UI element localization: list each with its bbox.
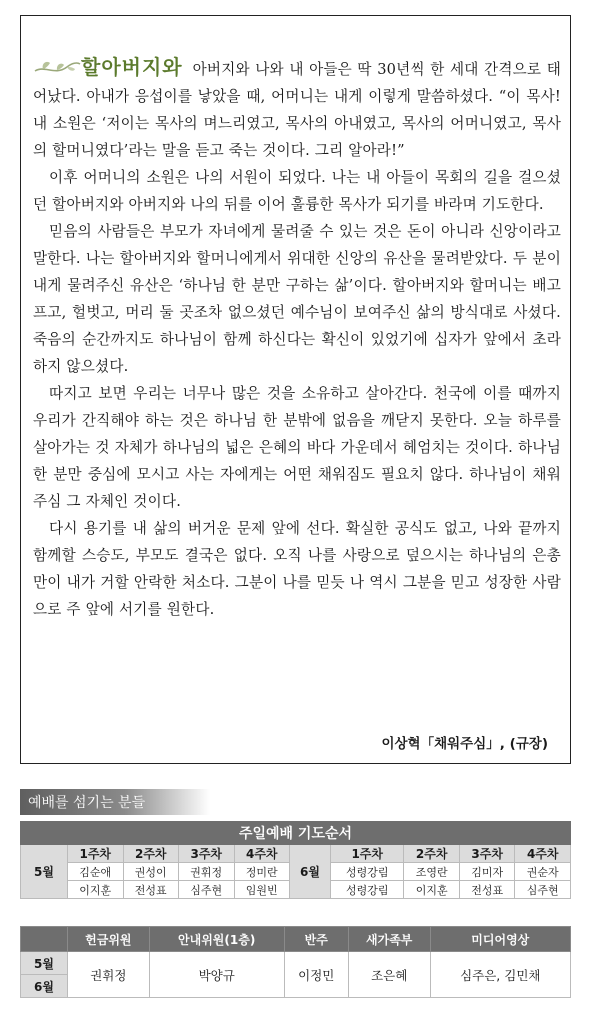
role-value: 조은혜 — [348, 952, 430, 998]
prayer-cell: 임원빈 — [234, 881, 290, 899]
week-header: 1주차 — [331, 845, 404, 863]
week-header: 2주차 — [404, 845, 460, 863]
month-label-may: 5월 — [21, 952, 68, 975]
prayer-cell: 성령강림 — [331, 881, 404, 899]
essay-paragraph: 따지고 보면 우리는 너무나 많은 것을 소유하고 살아간다. 천국에 이를 때까지 우리가 간직해야 하는 것은 하나님 한 분밖에 없음을 깨닫지 못한다. 오늘 하루를 살아가는 것 자체가 하나님의 넓은 은혜의 바다 가운데서 헤엄치는 것이다. 하나님 한 분만 중심에 모시고 사는 자에게는 어떤 채워짐도 필요치 않다. 하나님이 채워 주심 그 자체인 것이다. — [33, 385, 561, 510]
prayer-table-caption: 주일예배 기도순서 — [21, 822, 571, 845]
prayer-cell: 이지훈 — [404, 881, 460, 899]
role-header: 미디어영상 — [430, 927, 570, 952]
role-header: 새가족부 — [348, 927, 430, 952]
role-header: 안내위원(1층) — [149, 927, 284, 952]
role-value: 이정민 — [284, 952, 348, 998]
prayer-cell: 전성표 — [459, 881, 515, 899]
week-header: 3주차 — [179, 845, 235, 863]
essay-heading: 할아버지와 — [81, 55, 183, 79]
role-value: 권휘정 — [68, 952, 150, 998]
week-header: 3주차 — [459, 845, 515, 863]
prayer-cell: 성령강림 — [331, 863, 404, 881]
prayer-cell: 조영란 — [404, 863, 460, 881]
leaf-ornament-icon — [33, 56, 81, 78]
prayer-cell: 권순자 — [515, 863, 571, 881]
essay-paragraph-text: 아버지와 나와 내 아들은 딱 30년씩 한 세대 간격으로 태어났다. 아내가 응섭이를 낳았을 때, 어머니는 내게 이렇게 말씀하셨다. “이 목사! 내 소원은 ‘저이는 목사의 며느리였고, 목사의 아내였고, 목사의 어머니였고, 목사의 할머니였다’라는 말을 듣고 죽는 것이다. 그리 알아라!” — [33, 61, 561, 159]
prayer-cell: 심주현 — [179, 881, 235, 899]
prayer-cell: 김순애 — [68, 863, 124, 881]
essay-signature: 이상혁「채워주심」, (규장) — [381, 736, 548, 752]
prayer-cell: 정미란 — [234, 863, 290, 881]
week-header: 4주차 — [234, 845, 290, 863]
prayer-cell: 이지훈 — [68, 881, 124, 899]
prayer-cell: 전성표 — [123, 881, 179, 899]
role-header: 반주 — [284, 927, 348, 952]
essay-body — [33, 54, 561, 623]
essay-box — [20, 15, 571, 764]
section-title — [20, 789, 210, 815]
prayer-order-table — [20, 821, 571, 899]
essay-paragraph: 다시 용기를 내 삶의 버거운 문제 앞에 선다. 확실한 공식도 없고, 나와 끝까지 함께할 스승도, 부모도 결국은 없다. 오직 나를 사랑으로 덮으시는 하나님의 은총만이 내가 거할 안락한 처소다. 그분이 나를 믿듯 나 역시 그분을 믿고 성장한 사람으로 주 앞에 서기를 원한다. — [33, 520, 561, 618]
week-header: 2주차 — [123, 845, 179, 863]
prayer-cell: 심주현 — [515, 881, 571, 899]
prayer-cell: 권성이 — [123, 863, 179, 881]
month-label-may: 5월 — [21, 845, 68, 899]
role-header: 헌금위원 — [68, 927, 150, 952]
role-value: 박양규 — [149, 952, 284, 998]
essay-paragraph — [33, 54, 561, 164]
header-blank — [21, 927, 68, 952]
service-roles-table — [20, 926, 571, 998]
week-header: 1주차 — [68, 845, 124, 863]
section-title-text: 예배를 섬기는 분들 — [28, 795, 146, 811]
essay-paragraph: 믿음의 사람들은 부모가 자녀에게 물려줄 수 있는 것은 돈이 아니라 신앙이라고 말한다. 나는 할아버지와 할머니에게서 위대한 신앙의 유산을 물려받았다. 두 분이 내게 물려주신 유산은 ‘하나님 한 분만 구하는 삶’이다. 할아버지와 할머니는 배고프고, 헐벗고, 머리 둘 곳조차 없으셨던 예수님이 보여주신 삶의 방식대로 사셨다. 죽음의 순간까지도 하나님이 함께 하신다는 확신이 있었기에 십자가 앞에서 초라하지 않으셨다. — [33, 223, 561, 375]
essay-paragraph: 이후 어머니의 소원은 나의 서원이 되었다. 나는 내 아들이 목회의 길을 걸으셨던 할아버지와 아버지와 나의 뒤를 이어 훌륭한 목사가 되기를 바라며 기도한다. — [33, 169, 561, 213]
month-label-june: 6월 — [290, 845, 331, 899]
week-header: 4주차 — [515, 845, 571, 863]
prayer-cell: 김미자 — [459, 863, 515, 881]
month-label-june: 6월 — [21, 975, 68, 998]
role-value: 심주은, 김민채 — [430, 952, 570, 998]
prayer-cell: 권휘정 — [179, 863, 235, 881]
